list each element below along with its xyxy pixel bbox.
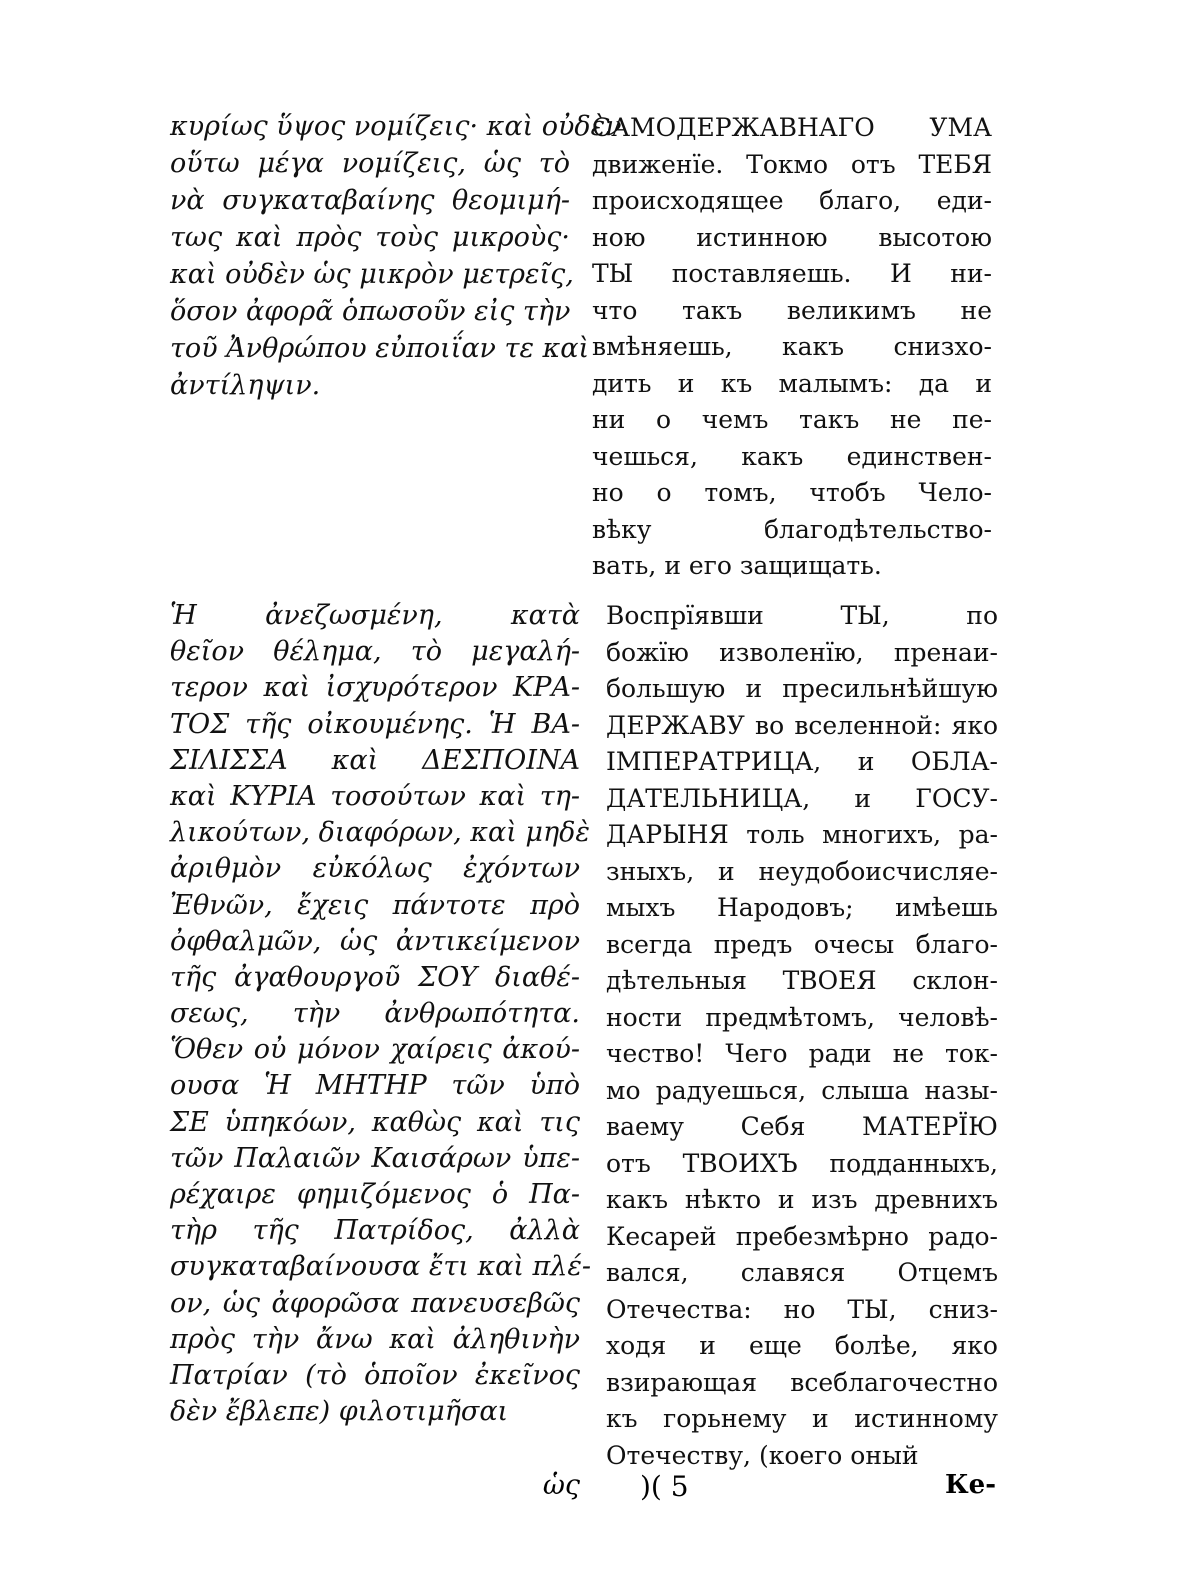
text-line: взирающая всеблагочестно (606, 1367, 998, 1397)
text-line: какъ нѣкто и изъ древнихъ (606, 1185, 998, 1214)
text-line: νὰ συγκαταβαίνης θεομιμή- (170, 185, 570, 216)
text-line: σεως, τὴν ἀνθρωπότητα. (170, 998, 580, 1030)
text-line: что такъ великимъ не (592, 295, 992, 325)
text-line: ἀριθμὸν εὐκόλως ἐχόντων (170, 853, 580, 885)
text-line: ваему Себя МАТЕРЇЮ (606, 1112, 998, 1141)
text-line: τὴρ τῆς Πατρίδος, ἀλλὰ (170, 1215, 580, 1247)
text-line: всегда предъ очесы благо- (606, 929, 998, 959)
text-line: ности предмѣтомъ, человѣ- (606, 1002, 998, 1032)
text-line: κυρίως ὕψος νομίζεις· καὶ οὐδὲν (170, 111, 622, 142)
text-line: вался, славяся Отцемъ (606, 1258, 998, 1287)
text-line: ΣΕ ὑπηκόων, καθὼς καὶ τις (170, 1106, 580, 1138)
text-line: чество! Чего ради не ток- (606, 1039, 998, 1068)
text-line: ДАТЕЛЬНИЦА, и ГОСУ- (606, 783, 998, 813)
text-line: Воспрїявши ТЫ, по (606, 601, 998, 630)
russian-column-bottom (606, 598, 998, 1474)
text-line: καὶ ΚΥΡΙΑ τοσούτων καὶ τη- (170, 780, 580, 812)
text-line: Ὅθεν οὐ μόνον χαίρεις ἀκού- (170, 1034, 580, 1066)
text-line: зныхъ, и неудобоисчисляе- (606, 856, 998, 886)
text-line: ὀφθαλμῶν, ὡς ἀντικείμενον (170, 925, 580, 957)
signature-mark: )( 5 (640, 1470, 689, 1503)
text-line: τῆς ἀγαθουργοῦ ΣΟΥ διαθέ- (170, 961, 580, 993)
text-line: ДЕРЖАВУ во вселенной: яко (606, 710, 998, 740)
text-line: ни о чемъ такъ не пе- (592, 405, 992, 434)
text-line: къ горьнему и истинному (606, 1404, 998, 1433)
text-line: Кесарей пребезмѣрно радо- (606, 1221, 998, 1251)
text-line: ΤΟΣ τῆς οἰκουμένης. Ἡ ΒΑ- (170, 708, 580, 740)
text-line: вѣку благодѣтельство- (592, 514, 992, 544)
text-line: ДАРЫНЯ толь многихъ, ра- (606, 820, 998, 849)
text-line: вать, и его защищать. (592, 551, 882, 580)
text-line: καὶ οὐδὲν ὡς μικρὸν μετρεῖς, (170, 259, 574, 290)
text-line: ІМПЕРАТРИЦА, и ОБЛА- (606, 747, 998, 776)
greek-column-bottom (170, 598, 592, 1430)
text-line: Отечества: но ТЫ, сниз- (606, 1294, 998, 1324)
text-line: происходящее благо, еди- (592, 186, 992, 215)
text-line: Отечеству, (коего оный (606, 1440, 919, 1470)
text-line: ον, ὡς ἀφορῶσα πανευσεβῶς (170, 1287, 580, 1319)
text-line: ною истинною высотою (592, 222, 992, 252)
text-line: чешься, какъ единствен- (592, 441, 992, 471)
greek-column-top (170, 108, 622, 404)
text-line: дѣтельныя ТВОЕЯ склон- (606, 966, 998, 995)
text-line: Πατρίαν (τὸ ὁποῖον ἐκεῖνος (170, 1359, 580, 1391)
text-line: ὅσον ἀφορᾶ ὁπωσοῦν εἰς τὴν (170, 296, 571, 327)
text-line: τῶν Παλαιῶν Καισάρων ὑπε- (170, 1142, 580, 1174)
greek-catchword: ὡς (542, 1470, 580, 1501)
text-line: но о томъ, чтобъ Чело- (592, 478, 992, 507)
text-line: движенїе. Токмо отъ ТЕБЯ (592, 149, 992, 179)
text-line: отъ ТВОИХЪ подданныхъ, (606, 1148, 998, 1178)
text-line: большую и пресильнѣйшую (606, 674, 998, 703)
text-line: λικούτων, διαφόρων, καὶ μηδὲ (170, 817, 590, 849)
text-line: ΣΙΛΙΣΣΑ καὶ ΔΕΣΠΟΙΝΑ (170, 744, 580, 776)
text-line: τως καὶ πρὸς τοὺς μικροὺς· (170, 222, 570, 253)
text-line: οὕτω μέγα νομίζεις, ὡς τὸ (170, 148, 570, 179)
text-line: συγκαταβαίνουσα ἔτι καὶ πλέ- (170, 1251, 592, 1283)
text-line: ТЫ поставляешь. И ни- (592, 259, 992, 288)
russian-column-top (592, 110, 992, 585)
text-line: δὲν ἔβλεπε) φιλοτιμῆσαι (170, 1396, 509, 1428)
text-line: САМОДЕРЖАВНАГО УМА (592, 113, 992, 142)
text-line: θεῖον θέλημα, τὸ μεγαλή- (170, 636, 580, 668)
text-line: Ἡ ἀνεζωσμένη, κατὰ (170, 600, 580, 631)
text-line: τοῦ Ἀνθρώπου εὐποιΐαν τε καὶ (170, 333, 590, 364)
text-line: ουσα Ἡ ΜΗΤΗΡ τῶν ὑπὸ (170, 1070, 580, 1102)
text-line: божїю изволенїю, пренаи- (606, 637, 998, 667)
text-line: вмѣняешь, какъ снизхо- (592, 332, 992, 361)
text-line: Ἐθνῶν, ἔχεις πάντοτε πρὸ (170, 889, 580, 921)
text-line: мо радуешься, слыша назы- (606, 1075, 998, 1105)
text-line: мыхъ Народовъ; имѣешь (606, 893, 998, 922)
text-line: ἀντίληψιν. (170, 370, 321, 401)
russian-catchword: Ке- (945, 1470, 996, 1500)
text-line: дить и къ малымъ: да и (592, 368, 992, 398)
text-line: ходя и еще болѣе, яко (606, 1331, 998, 1360)
text-line: πρὸς τὴν ἄνω καὶ ἀληθινὴν (170, 1323, 580, 1355)
text-line: τερον καὶ ἰσχυρότερον ΚΡΑ- (170, 672, 580, 704)
text-line: ρέχαιρε φημιζόμενος ὁ Πα- (170, 1179, 580, 1210)
